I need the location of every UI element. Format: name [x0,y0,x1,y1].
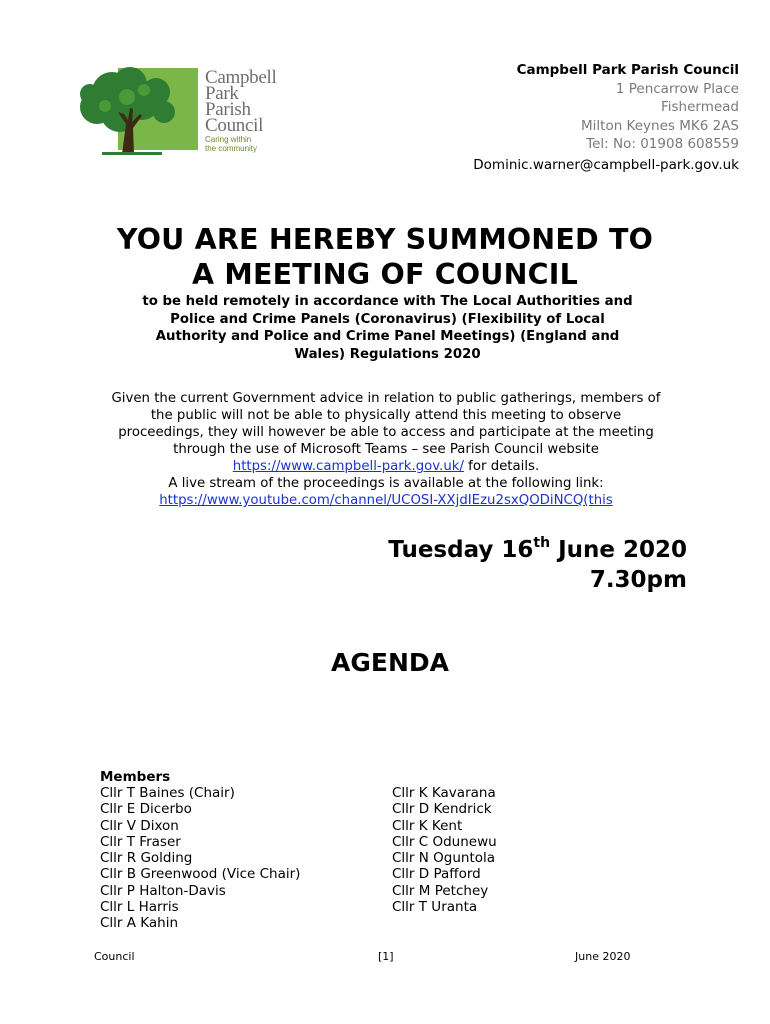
footer-date: June 2020 [575,950,631,963]
logo-word: Council [205,115,264,136]
meeting-date [388,535,687,595]
members-column-right [392,785,497,915]
subtitle-line: Wales) Regulations 2020 [294,346,481,362]
address-block [517,61,739,154]
member-name: Cllr K Kent [392,817,463,834]
day-suffix: th [533,535,551,551]
subtitle-line: to be held remotely in accordance with The Local Authorities and [142,294,633,309]
logo-tagline-line: Caring within [205,135,252,144]
member-name: Cllr M Petchey [392,882,489,899]
members-column-left [100,785,300,932]
member-name: Cllr E Dicerbo [100,801,192,818]
website-suffix: for details. [463,459,540,474]
title-line: A MEETING OF COUNCIL [192,258,578,291]
member-name: Cllr D Pafford [392,866,481,883]
council-logo [72,62,282,158]
logo-tagline-line: the community [205,144,258,153]
page-number: [1] [378,950,394,963]
member-name: Cllr D Kendrick [392,801,492,818]
member-name: Cllr A Kahin [100,915,179,932]
notice-line: proceedings, they will however be able to access and participate at the meeting [118,425,654,440]
member-name: Cllr R Golding [100,850,193,867]
members-heading: Members [100,769,171,785]
notice-line: the public will not be able to physically attend this meeting to observe [150,408,622,423]
tree-logo-icon [72,62,202,158]
footer-left: Council [94,950,135,963]
meeting-time: 7.30pm [589,567,687,593]
email-address[interactable]: Dominic.warner@campbell-park.gov.uk [473,157,739,173]
notice-line [80,492,692,509]
member-name: Cllr V Dixon [100,817,179,834]
notice-line: through the use of Microsoft Teams – see Parish Council website [173,442,599,457]
logo-word: Parish [205,99,251,120]
member-name: Cllr N Oguntola [392,850,496,867]
address-line: Milton Keynes MK6 2AS [581,117,739,134]
member-name: Cllr C Odunewu [392,833,497,850]
logo-word: Campbell [205,67,277,88]
website-link[interactable]: https://www.campbell-park.gov.uk/ [232,459,464,474]
month-year: June 2020 [550,537,687,563]
member-name: Cllr P Halton-Davis [100,882,226,899]
logo-tagline [205,135,257,153]
member-name: Cllr K Kavarana [392,785,496,801]
logo-wordmark [205,67,277,136]
stream-text: A live stream of the proceedings is available at the following link: [168,476,604,491]
subtitle-line: Authority and Police and Crime Panel Meetings) (England and [155,329,620,344]
meeting-day [388,535,687,565]
notice-line [80,458,692,475]
summons-title [0,222,770,292]
member-name: Cllr T Fraser [100,833,181,850]
title-line: YOU ARE HEREBY SUMMONED TO [116,223,654,256]
member-name: Cllr T Baines (Chair) [100,785,235,801]
address-line: Fishermead [660,99,739,115]
member-name: Cllr B Greenwood (Vice Chair) [100,866,301,883]
logo-word: Park [205,83,239,104]
subtitle-line: Police and Crime Panels (Coronavirus) (Flexibility of Local [170,311,605,327]
telephone-line: Tel: No: 01908 608559 [586,136,739,152]
address-line: 1 Pencarrow Place [615,80,739,97]
notice-line: Given the current Government advice in relation to public gatherings, members of [111,391,661,406]
organisation-name: Campbell Park Parish Council [516,62,739,78]
livestream-link[interactable]: https://www.youtube.com/channel/UCOSI-XXjdIEzu2sxQODiNCQ(this [159,493,613,508]
agenda-heading: AGENDA [331,648,449,677]
member-name: Cllr T Uranta [392,899,478,916]
regulations-subtitle [95,293,680,363]
day-prefix: Tuesday 16 [388,537,534,563]
public-access-notice [80,390,692,509]
member-name: Cllr L Harris [100,899,179,916]
